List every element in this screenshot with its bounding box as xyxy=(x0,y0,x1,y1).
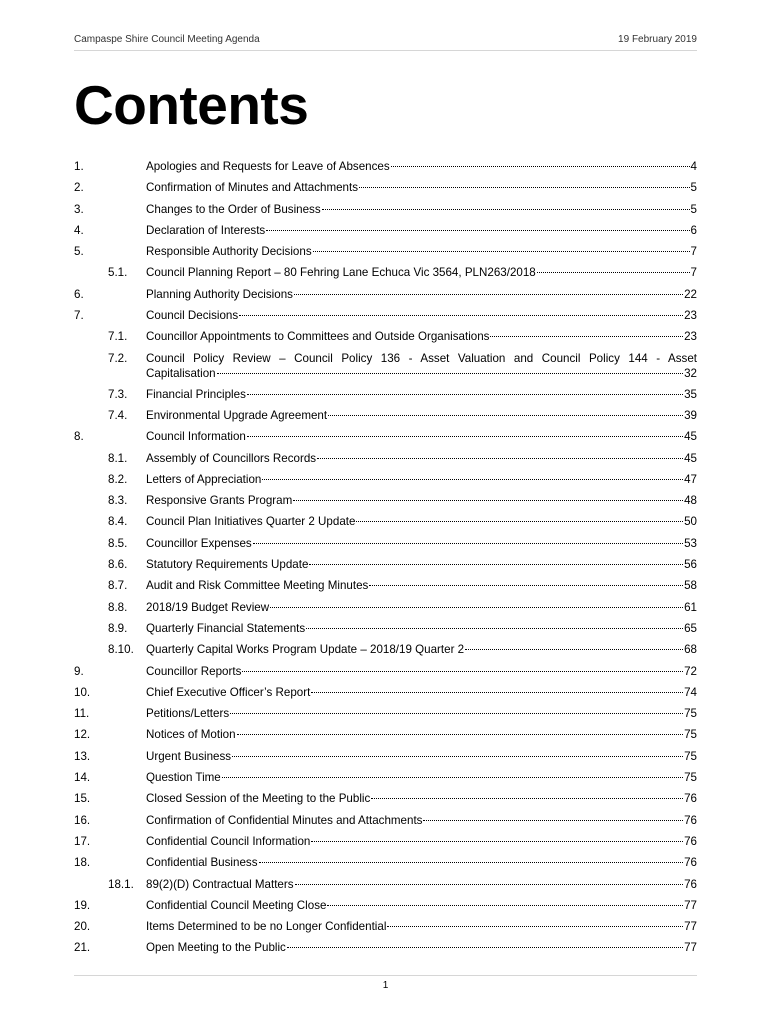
toc-entry-page: 58 xyxy=(684,579,697,593)
toc-entry-page: 48 xyxy=(684,494,697,508)
toc-entry-number: 11. xyxy=(74,707,90,721)
toc-entry-number: 7.3. xyxy=(108,387,128,401)
toc-entry-title: Changes to the Order of Business xyxy=(146,202,321,216)
toc-entry-page: 77 xyxy=(684,898,697,912)
toc-entry-title: Responsible Authority Decisions xyxy=(146,245,312,259)
toc-entry-title: Confidential Business xyxy=(146,856,258,870)
toc-entry-title-continued: Capitalisation xyxy=(146,366,216,380)
toc-entry-page: 76 xyxy=(684,834,697,848)
toc-entry[interactable] xyxy=(74,662,697,683)
toc-entry-number: 8.4. xyxy=(108,515,128,529)
toc-entry-title: Councillor Expenses xyxy=(146,536,252,550)
toc-entry-title: Declaration of Interests xyxy=(146,223,266,237)
dot-leader xyxy=(293,491,683,501)
dot-leader xyxy=(232,747,683,757)
dot-leader xyxy=(490,327,683,337)
toc-entry-number: 8.1. xyxy=(108,451,128,465)
toc-entry-number: 1. xyxy=(74,160,84,173)
toc-entry[interactable] xyxy=(74,938,697,959)
toc-entry-title: Planning Authority Decisions xyxy=(146,287,293,301)
toc-entry-title: Councillor Reports xyxy=(146,664,242,678)
dot-leader xyxy=(247,427,683,437)
toc-entry-page: 76 xyxy=(684,877,697,891)
toc-entry-page: 61 xyxy=(684,600,697,614)
toc-entry-number: 21. xyxy=(74,941,91,955)
toc-entry-number: 2. xyxy=(74,181,84,195)
dot-leader xyxy=(359,178,690,188)
toc-entry[interactable] xyxy=(74,449,697,470)
toc-entry-page: 75 xyxy=(684,749,697,763)
toc-entry[interactable] xyxy=(74,896,697,917)
toc-entry-title: Chief Executive Officer’s Report xyxy=(146,685,311,699)
toc-entry[interactable] xyxy=(74,704,697,725)
toc-entry[interactable] xyxy=(74,200,697,221)
toc-entry-page: 7 xyxy=(690,266,697,280)
toc-entry-title: Quarterly Financial Statements xyxy=(146,621,306,635)
dot-leader xyxy=(295,875,684,885)
toc-entry-title: Council Policy Review – Council Policy 136 - Asset Valuation and Council Policy 144 - Asset xyxy=(146,351,697,365)
toc-entry-page: 75 xyxy=(684,728,697,742)
toc-entry[interactable] xyxy=(74,683,697,704)
dot-leader xyxy=(423,811,683,821)
toc-entry[interactable] xyxy=(74,427,697,448)
dot-leader xyxy=(322,200,690,210)
toc-entry[interactable] xyxy=(74,385,697,406)
dot-leader xyxy=(537,263,690,273)
header-document-title: Campaspe Shire Council Meeting Agenda xyxy=(74,34,260,45)
toc-entry-title: 89(2)(D) Contractual Matters xyxy=(146,877,294,891)
toc-entry[interactable] xyxy=(74,789,697,810)
toc-entry-page: 76 xyxy=(684,792,697,806)
dot-leader xyxy=(270,598,683,608)
toc-entry[interactable] xyxy=(74,242,697,263)
dot-leader xyxy=(328,406,683,416)
toc-entry[interactable] xyxy=(74,306,697,327)
toc-entry-page: 47 xyxy=(684,472,697,486)
toc-entry-number: 8.8. xyxy=(108,600,128,614)
toc-entry-page: 50 xyxy=(684,515,697,529)
toc-entry-number: 9. xyxy=(74,664,84,678)
toc-entry-page: 76 xyxy=(684,813,697,827)
toc-entry-number: 8.10. xyxy=(108,643,134,657)
toc-entry-page: 32 xyxy=(684,366,697,380)
toc-entry-page: 77 xyxy=(684,941,697,955)
toc-entry-number: 18. xyxy=(74,856,91,870)
toc-entry-number: 12. xyxy=(74,728,91,742)
toc-entry[interactable] xyxy=(74,470,697,491)
toc-entry-number: 8.2. xyxy=(108,472,128,486)
toc-entry-page: 23 xyxy=(684,309,697,323)
toc-entry-title: 2018/19 Budget Review xyxy=(146,600,270,614)
dot-leader xyxy=(306,619,683,629)
toc-entry-title: Quarterly Capital Works Program Update – 2018/19 Quarter 2 xyxy=(146,643,465,657)
toc-entry[interactable] xyxy=(74,853,697,874)
toc-entry-number: 8.3. xyxy=(108,494,128,508)
toc-entry-number: 5.1. xyxy=(108,266,128,280)
toc-entry[interactable] xyxy=(74,534,697,555)
toc-entry[interactable] xyxy=(74,747,697,768)
toc-entry-title: Council Planning Report – 80 Fehring Lane Echuca Vic 3564, PLN263/2018 xyxy=(146,266,536,280)
toc-entry-page: 56 xyxy=(684,558,697,572)
page-number: 1 xyxy=(382,980,389,991)
toc-entry[interactable] xyxy=(74,327,697,348)
dot-leader xyxy=(391,157,690,167)
toc-entry[interactable] xyxy=(74,640,697,661)
dot-leader xyxy=(237,725,684,735)
toc-entry-number: 8. xyxy=(74,430,84,444)
toc-entry[interactable] xyxy=(74,725,697,746)
dot-leader xyxy=(313,242,690,252)
toc-entry-number: 7.4. xyxy=(108,408,128,422)
toc-entry-title: Closed Session of the Meeting to the Public xyxy=(146,792,371,806)
dot-leader xyxy=(262,470,683,480)
toc-entry[interactable] xyxy=(74,619,697,640)
toc-entry-title: Statutory Requirements Update xyxy=(146,558,309,572)
toc-entry[interactable] xyxy=(74,406,697,427)
toc-entry-page: 65 xyxy=(684,621,697,635)
toc-entry-title: Question Time xyxy=(146,771,221,785)
dot-leader xyxy=(239,306,683,316)
dot-leader xyxy=(317,449,683,459)
toc-entry-page: 76 xyxy=(684,856,697,870)
toc-entry-title: Items Determined to be no Longer Confidential xyxy=(146,920,387,934)
toc-entry-page: 22 xyxy=(684,287,697,301)
toc-entry-title: Councillor Appointments to Committees and Outside Organisations xyxy=(146,330,490,344)
dot-leader xyxy=(327,896,683,906)
toc-entry-number: 13. xyxy=(74,749,91,763)
toc-entry[interactable] xyxy=(74,598,697,619)
toc-entry-page: 45 xyxy=(684,451,697,465)
page-title: Contents xyxy=(74,74,309,136)
toc-entry-page: 35 xyxy=(684,387,697,401)
dot-leader xyxy=(465,640,683,650)
toc-entry[interactable] xyxy=(74,555,697,576)
toc-entry-title: Letters of Appreciation xyxy=(146,472,262,486)
table-of-contents xyxy=(74,157,697,960)
toc-entry-page: 39 xyxy=(684,408,697,422)
header-date: 19 February 2019 xyxy=(618,34,697,45)
toc-entry-title: Confidential Council Meeting Close xyxy=(146,898,327,912)
toc-entry-page: 75 xyxy=(684,771,697,785)
toc-entry[interactable] xyxy=(74,491,697,512)
toc-entry[interactable] xyxy=(74,832,697,853)
dot-leader xyxy=(217,364,683,374)
toc-entry-number: 17. xyxy=(74,834,91,848)
toc-entry-title: Open Meeting to the Public xyxy=(146,941,286,955)
toc-entry-title: Petitions/Letters xyxy=(146,707,230,721)
toc-entry-number: 7.2. xyxy=(108,351,128,365)
toc-entry-number: 15. xyxy=(74,792,91,806)
toc-entry-title: Apologies and Requests for Leave of Absences xyxy=(146,160,390,173)
toc-entry[interactable] xyxy=(74,263,697,284)
dot-leader xyxy=(259,853,684,863)
toc-entry-title: Audit and Risk Committee Meeting Minutes xyxy=(146,579,369,593)
toc-entry-page: 45 xyxy=(684,430,697,444)
toc-entry[interactable] xyxy=(74,285,697,306)
toc-entry-number: 19. xyxy=(74,898,91,912)
toc-entry-page: 77 xyxy=(684,920,697,934)
toc-entry-page: 5 xyxy=(690,181,697,195)
toc-entry-number: 7. xyxy=(74,309,84,323)
dot-leader xyxy=(309,555,683,565)
toc-entry-page: 75 xyxy=(684,707,697,721)
dot-leader xyxy=(294,285,683,295)
toc-entry[interactable] xyxy=(74,178,697,199)
toc-entry[interactable] xyxy=(74,811,697,832)
toc-entry-title: Financial Principles xyxy=(146,387,246,401)
toc-entry-page: 5 xyxy=(690,202,697,216)
dot-leader xyxy=(356,512,683,522)
toc-entry-title: Environmental Upgrade Agreement xyxy=(146,408,328,422)
toc-entry-page: 6 xyxy=(690,223,697,237)
toc-entry-title: Council Information xyxy=(146,430,246,444)
toc-entry-title: Council Decisions xyxy=(146,309,239,323)
toc-entry[interactable] xyxy=(74,875,697,896)
toc-entry[interactable] xyxy=(74,512,697,533)
toc-entry-number: 6. xyxy=(74,287,84,301)
toc-entry-number: 8.6. xyxy=(108,558,128,572)
toc-entry-page: 72 xyxy=(684,664,697,678)
toc-entry-number: 20. xyxy=(74,920,91,934)
toc-entry-number: 16. xyxy=(74,813,91,827)
toc-entry-page: 4 xyxy=(690,160,697,173)
toc-entry[interactable] xyxy=(74,349,697,385)
toc-entry-title: Notices of Motion xyxy=(146,728,236,742)
dot-leader xyxy=(266,221,689,231)
toc-entry-number: 14. xyxy=(74,771,91,785)
toc-entry-page: 7 xyxy=(690,245,697,259)
toc-entry-number: 10. xyxy=(74,685,91,699)
dot-leader xyxy=(371,789,683,799)
dot-leader xyxy=(287,938,683,948)
dot-leader xyxy=(311,832,683,842)
toc-entry-page: 53 xyxy=(684,536,697,550)
toc-entry[interactable] xyxy=(74,157,697,178)
toc-entry-title: Confirmation of Minutes and Attachments xyxy=(146,181,359,195)
toc-entry-number: 3. xyxy=(74,202,84,216)
dot-leader xyxy=(247,385,683,395)
toc-entry[interactable] xyxy=(74,221,697,242)
toc-entry-title: Urgent Business xyxy=(146,749,232,763)
dot-leader xyxy=(311,683,683,693)
dot-leader xyxy=(230,704,683,714)
toc-entry-number: 8.5. xyxy=(108,536,128,550)
toc-entry-title: Council Plan Initiatives Quarter 2 Update xyxy=(146,515,356,529)
toc-entry[interactable] xyxy=(74,576,697,597)
toc-entry[interactable] xyxy=(74,917,697,938)
toc-entry-page: 23 xyxy=(684,330,697,344)
toc-entry-page: 68 xyxy=(684,643,697,657)
toc-entry-title: Confirmation of Confidential Minutes and Attachments xyxy=(146,813,423,827)
toc-entry-number: 7.1. xyxy=(108,330,128,344)
toc-entry-number: 8.9. xyxy=(108,621,128,635)
page-header xyxy=(74,34,697,51)
dot-leader xyxy=(253,534,683,544)
toc-entry-page: 74 xyxy=(684,685,697,699)
dot-leader xyxy=(222,768,683,778)
toc-entry-number: 4. xyxy=(74,223,84,237)
toc-entry-title: Assembly of Councillors Records xyxy=(146,451,317,465)
toc-entry-number: 5. xyxy=(74,245,84,259)
dot-leader xyxy=(242,662,683,672)
dot-leader xyxy=(387,917,683,927)
toc-entry-number: 8.7. xyxy=(108,579,128,593)
toc-entry[interactable] xyxy=(74,768,697,789)
toc-entry-title: Responsive Grants Program xyxy=(146,494,293,508)
toc-entry-number: 18.1. xyxy=(108,877,134,891)
dot-leader xyxy=(369,576,683,586)
page-footer xyxy=(74,975,697,991)
toc-entry-title: Confidential Council Information xyxy=(146,834,311,848)
